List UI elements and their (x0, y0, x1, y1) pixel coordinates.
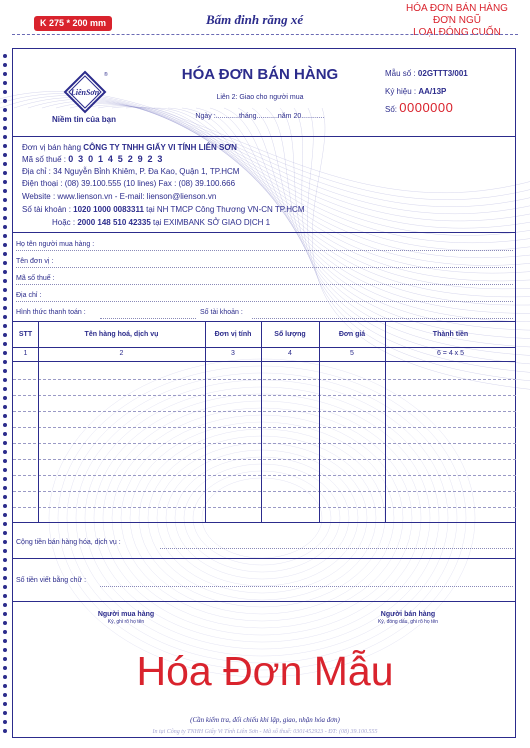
divider (13, 522, 516, 523)
words-label: Số tiền viết bằng chữ : (16, 577, 87, 584)
binding-hole (3, 711, 7, 715)
binding-hole (3, 198, 7, 202)
binding-hole (3, 495, 7, 499)
symbol (385, 87, 446, 96)
buyer-address-field[interactable] (16, 301, 513, 302)
seller-account (22, 204, 305, 215)
date-line: Ngày :............tháng...........năm 20............ (195, 113, 325, 120)
seller-tax-label: Mã số thuế : (22, 155, 67, 164)
table-number-rule (13, 361, 516, 362)
logo-mark: ® (104, 72, 108, 78)
binding-hole (3, 108, 7, 112)
binding-hole (3, 324, 7, 328)
col-number-3: 3 (231, 350, 235, 357)
binding-hole (3, 423, 7, 427)
seller-web: Website : www.lienson.vn - E-mail: lienson@lienson.vn (22, 192, 217, 201)
binding-hole (3, 180, 7, 184)
form-code-label: Mẫu số : (385, 69, 416, 78)
binding-hole (3, 387, 7, 391)
binding-hole (3, 72, 7, 76)
company-logo (63, 70, 107, 114)
binding-hole (3, 432, 7, 436)
binding-hole (3, 288, 7, 292)
col-number-1: 1 (23, 350, 28, 357)
seller-address: Địa chỉ : 34 Nguyễn Bỉnh Khiêm, P. Đa Kao, Quận 1, TP.HCM (22, 167, 240, 176)
binding-hole (3, 630, 7, 634)
header-quantity: Số lượng (274, 330, 306, 338)
seller-tax (22, 154, 164, 165)
binding-hole (3, 216, 7, 220)
buyer-signature (56, 611, 196, 625)
tear-line (12, 34, 518, 35)
table-row[interactable] (13, 427, 516, 428)
seller-phone: Điện thoại : (08) 39.100.555 (10 lines) Fax : (08) 39.100.666 (22, 179, 236, 188)
symbol-label: Ký hiệu : (385, 87, 417, 96)
binding-hole (3, 576, 7, 580)
size-tag: K 275 * 200 mm (34, 16, 112, 31)
invoice-number-value: 0000000 (399, 100, 454, 115)
binding-hole (3, 162, 7, 166)
binding-hole (3, 63, 7, 67)
header-item-name: Tên hàng hoá, dịch vụ (84, 330, 159, 338)
seller-signature (338, 611, 478, 625)
col-number-4: 4 (288, 350, 292, 357)
logo-text: LiênSơn (70, 88, 100, 97)
binding-hole (3, 477, 7, 481)
table-row[interactable] (13, 491, 516, 492)
col-number-6: 6 = 4 x 5 (436, 350, 465, 357)
binding-hole (3, 513, 7, 517)
binding-hole (3, 612, 7, 616)
binding-hole (3, 342, 7, 346)
binding-hole (3, 639, 7, 643)
buyer-address-label: Địa chỉ : (16, 292, 42, 299)
binding-hole (3, 270, 7, 274)
divider (13, 601, 516, 602)
binding-hole (3, 117, 7, 121)
sum-label: Cộng tiền bán hàng hóa, dịch vụ : (16, 539, 121, 546)
header-amount: Thành tiền (432, 330, 469, 338)
invoice-number (385, 100, 453, 115)
binding-hole (3, 603, 7, 607)
binding-hole (3, 153, 7, 157)
divider (13, 558, 516, 559)
binding-hole (3, 333, 7, 337)
binding-hole (3, 144, 7, 148)
binding-hole (3, 297, 7, 301)
binding-hole (3, 549, 7, 553)
binding-hole (3, 459, 7, 463)
binding-hole (3, 135, 7, 139)
divider (13, 232, 516, 233)
buyer-unit-field[interactable] (16, 267, 513, 268)
buyer-tax-label: Mã số thuế : (16, 275, 55, 282)
binding-hole (3, 207, 7, 211)
buyer-signature-title: Người mua hàng (97, 611, 155, 618)
table-row[interactable] (13, 507, 516, 508)
binding-hole (3, 594, 7, 598)
red-note-line-3: LOẠI ĐÓNG CUỐN (413, 27, 501, 38)
binding-hole (3, 279, 7, 283)
payment-method-field[interactable] (100, 318, 196, 319)
tear-hint: Bấm đinh răng xé (206, 12, 304, 27)
buyer-account-label: Số tài khoản : (200, 309, 243, 316)
header-unit: Đơn vị tính (214, 330, 252, 338)
seller-unit-value: CÔNG TY TNHH GIẤY VI TÍNH LIÊN SƠN (83, 143, 237, 152)
payment-method-label: Hình thức thanh toán : (16, 309, 86, 316)
invoice-title: HÓA ĐƠN BÁN HÀNG (181, 66, 339, 83)
binding-hole (3, 378, 7, 382)
col-number-2: 2 (119, 350, 124, 357)
binding-hole (3, 171, 7, 175)
seller-account-value: 1020 1000 0083311 (73, 205, 144, 214)
sum-field[interactable] (160, 548, 513, 549)
red-note-line-1: HÓA ĐƠN BÁN HÀNG (406, 3, 508, 14)
header-stt: STT (18, 330, 33, 338)
table-row[interactable] (13, 395, 516, 396)
binding-hole (3, 252, 7, 256)
binding-hole (3, 126, 7, 130)
binding-hole (3, 306, 7, 310)
buyer-name-field[interactable] (16, 250, 513, 251)
binding-hole (3, 396, 7, 400)
items-table (13, 321, 516, 522)
seller-signature-title: Người bán hàng (380, 611, 436, 618)
seller-account2-bank: tại EXIMBANK SỞ GIAO DỊCH 1 (153, 218, 271, 227)
binding-hole (3, 315, 7, 319)
copy-label: Liên 2: Giao cho người mua (216, 94, 304, 101)
table-header-rule (13, 347, 516, 348)
form-code-value: 02GTTT3/001 (417, 69, 468, 78)
binding-hole (3, 522, 7, 526)
seller-account2 (52, 217, 270, 228)
binding-hole (3, 243, 7, 247)
binding-hole (3, 225, 7, 229)
seller-tax-value: 0 3 0 1 4 5 2 9 2 3 (68, 154, 164, 164)
seller-account2-value: 2000 148 510 42335 (77, 218, 151, 227)
buyer-account-field[interactable] (252, 318, 513, 319)
binding-hole (3, 468, 7, 472)
sample-stamp: Hóa Đơn Mẫu (136, 648, 394, 694)
binding-hole (3, 531, 7, 535)
binding-hole (3, 351, 7, 355)
binding-hole (3, 54, 7, 58)
buyer-name-label: Họ tên người mua hàng : (16, 241, 95, 248)
invoice-number-label: Số: (385, 105, 398, 114)
footnote: (Cần kiểm tra, đối chiếu khi lập, giao, nhận hóa đơn) (190, 716, 340, 724)
binding-hole (3, 405, 7, 409)
binding-hole (3, 567, 7, 571)
binding-hole (3, 621, 7, 625)
buyer-unit-label: Tên đơn vị : (16, 258, 54, 265)
binding-hole (3, 360, 7, 364)
seller-account-bank: tại NH TMCP Công Thương VN-CN TP.HCM (146, 205, 305, 214)
form-code (385, 69, 468, 78)
table-row[interactable] (13, 459, 516, 460)
words-field[interactable] (100, 586, 513, 587)
binding-hole (3, 540, 7, 544)
table-row[interactable] (13, 475, 516, 476)
binding-hole (3, 369, 7, 373)
binding-hole (3, 189, 7, 193)
table-row[interactable] (13, 411, 516, 412)
binding-hole (3, 504, 7, 508)
binding-hole (3, 441, 7, 445)
seller-account-label: Số tài khoản : (22, 205, 71, 214)
binding-hole (3, 99, 7, 103)
binding-hole (3, 702, 7, 706)
print-note: In tại Công ty TNHH Giấy Vi Tính Liên Sơn - Mã số thuế: 0301452923 - ĐT: (08) 39.100.555 (152, 729, 378, 735)
seller-unit (22, 142, 237, 153)
seller-signature-note: Ký, đóng dấu, ghi rõ họ tên (377, 619, 439, 625)
seller-unit-label: Đơn vị bán hàng (22, 143, 82, 152)
buyer-signature-note: Ký, ghi rõ họ tên (107, 619, 145, 625)
seller-account2-label: Hoặc : (52, 218, 76, 227)
binding-hole (3, 414, 7, 418)
red-note-line-2: ĐƠN NGŨ (432, 15, 482, 26)
binding-hole (3, 234, 7, 238)
buyer-tax-field[interactable] (16, 284, 513, 285)
binding-hole (3, 486, 7, 490)
table-row[interactable] (13, 379, 516, 380)
symbol-value: AA/13P (418, 87, 447, 96)
binding-hole (3, 450, 7, 454)
binding-hole (3, 261, 7, 265)
col-number-5: 5 (350, 350, 354, 357)
binding-hole (3, 81, 7, 85)
header-price: Đơn giá (338, 330, 366, 338)
slogan: Niềm tin của bạn (52, 115, 117, 124)
binding-holes (0, 48, 12, 738)
binding-hole (3, 585, 7, 589)
binding-hole (3, 558, 7, 562)
divider (13, 136, 516, 137)
binding-hole (3, 90, 7, 94)
table-row[interactable] (13, 443, 516, 444)
